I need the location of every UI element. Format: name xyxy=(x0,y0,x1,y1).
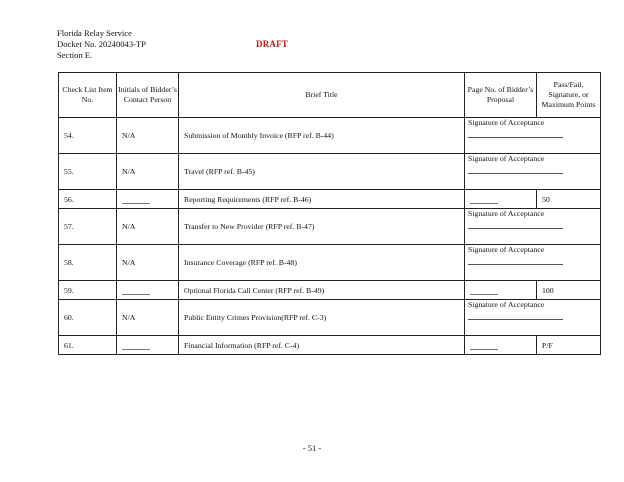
table-row xyxy=(59,190,601,209)
signature-cell xyxy=(465,300,601,336)
brief-title-cell: Submission of Monthly Invoice (RFP ref. B-44) xyxy=(179,118,465,154)
brief-title-cell: Financial Information (RFP ref. C-4) xyxy=(179,336,465,355)
points-cell: 50 xyxy=(537,190,601,209)
signature-line xyxy=(468,137,563,138)
col-header-brief-title: Brief Title xyxy=(179,73,465,118)
initials-cell: N/A xyxy=(117,209,179,245)
table-row xyxy=(59,118,601,154)
item-number: 56. xyxy=(59,190,117,209)
table-row xyxy=(59,281,601,300)
brief-title-cell: Reporting Requirements (RFP ref. B-46) xyxy=(179,190,465,209)
signature-label: Signature of Acceptance xyxy=(468,154,545,163)
table-row xyxy=(59,300,601,336)
col-header-checklist: Check List Item No. xyxy=(59,73,117,118)
signature-cell xyxy=(465,118,601,154)
draft-label: DRAFT xyxy=(256,39,288,49)
brief-title-cell: Travel (RFP ref. B-45) xyxy=(179,154,465,190)
initials-cell: N/A xyxy=(117,245,179,281)
header-docket-number: Docket No. 20240043-TP xyxy=(57,39,147,49)
signature-line xyxy=(468,264,563,265)
col-header-initials: Initials of Bidder’s Contact Person xyxy=(117,73,179,118)
item-number: 60. xyxy=(59,300,117,336)
signature-line xyxy=(468,173,563,174)
page-number: - 51 - xyxy=(302,443,322,453)
signature-label: Signature of Acceptance xyxy=(468,209,545,218)
header-section: Section E. xyxy=(57,50,93,60)
document-header xyxy=(57,28,146,61)
brief-title-cell: Optional Florida Call Center (RFP ref. B-49) xyxy=(179,281,465,300)
initials-cell xyxy=(117,190,179,209)
initials-cell xyxy=(117,336,179,355)
initials-cell: N/A xyxy=(117,154,179,190)
item-number: 58. xyxy=(59,245,117,281)
signature-label: Signature of Acceptance xyxy=(468,300,545,309)
signature-label: Signature of Acceptance xyxy=(468,118,545,127)
table-row xyxy=(59,209,601,245)
header-service-name: Florida Relay Service xyxy=(57,28,132,38)
brief-title-cell: Transfer to New Provider (RFP ref. B-47) xyxy=(179,209,465,245)
signature-label: Signature of Acceptance xyxy=(468,245,545,254)
brief-title-cell: Public Entity Crimes Provision(RFP ref. C-3) xyxy=(179,300,465,336)
page-number-cell xyxy=(465,336,537,355)
col-header-pass-fail: Pass/Fail, Signature, or Maximum Points xyxy=(537,73,601,118)
points-cell: 100 xyxy=(537,281,601,300)
item-number: 54. xyxy=(59,118,117,154)
points-cell: P/F xyxy=(537,336,601,355)
checklist-table xyxy=(58,72,601,355)
signature-cell xyxy=(465,209,601,245)
item-number: 59. xyxy=(59,281,117,300)
signature-line xyxy=(468,319,563,320)
signature-line xyxy=(468,228,563,229)
signature-cell xyxy=(465,245,601,281)
page-number-cell xyxy=(465,281,537,300)
table-header-row xyxy=(59,73,601,118)
table-row xyxy=(59,336,601,355)
brief-title-cell: Insurance Coverage (RFP ref. B-48) xyxy=(179,245,465,281)
col-header-page-no: Page No. of Bidder’s Proposal xyxy=(465,73,537,118)
page-number-cell xyxy=(465,190,537,209)
initials-cell: N/A xyxy=(117,300,179,336)
table-row xyxy=(59,245,601,281)
item-number: 55. xyxy=(59,154,117,190)
initials-cell xyxy=(117,281,179,300)
item-number: 57. xyxy=(59,209,117,245)
initials-cell: N/A xyxy=(117,118,179,154)
table-row xyxy=(59,154,601,190)
signature-cell xyxy=(465,154,601,190)
item-number: 61. xyxy=(59,336,117,355)
